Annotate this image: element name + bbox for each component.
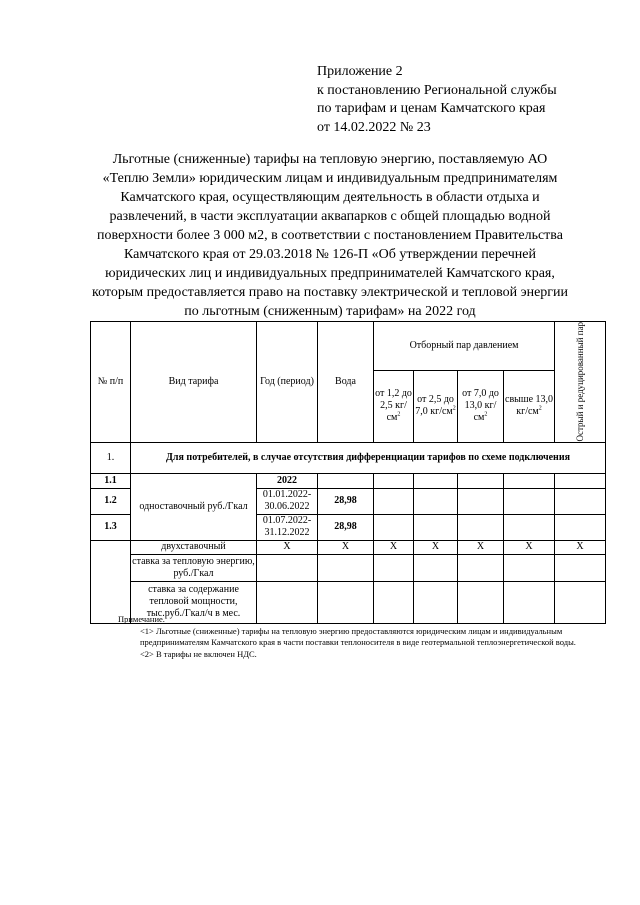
energy-rate-label: ставка за тепловую энергию, руб./Гкал (131, 554, 257, 581)
header-pressure-2 (414, 371, 458, 442)
empty-cell (555, 554, 606, 581)
superscript: 2 (397, 412, 401, 419)
notes (118, 614, 618, 660)
two-rate-label: двухставочный (131, 540, 257, 554)
empty-cell (458, 488, 504, 514)
title-line: которым предоставляется право на поставку электрической и тепловой энергии (91, 285, 569, 300)
pressure-4-label: свыше 13,0 кг/см (505, 394, 554, 418)
row-water: 28,98 (318, 514, 374, 540)
empty-cell (458, 473, 504, 488)
capacity-rate-label: ставка за содержание тепловой мощности, тыс.руб./Гкал/ч в мес. (131, 581, 257, 623)
superscript: 2 (452, 406, 456, 413)
header-steam: Отборный пар давлением (374, 322, 555, 371)
empty-cell (458, 514, 504, 540)
x-mark: X (414, 540, 458, 554)
empty-cell (374, 554, 414, 581)
x-mark: X (458, 540, 504, 554)
empty-cell (504, 488, 555, 514)
title-line: Льготные (сниженные) тарифы на тепловую энергию, поставляемую АО (112, 152, 548, 167)
empty-cell (504, 514, 555, 540)
header-pressure-1 (374, 371, 414, 442)
empty-cell (374, 514, 414, 540)
document-title (80, 150, 580, 321)
row-water (318, 473, 374, 488)
superscript: 2 (484, 412, 488, 419)
row-water: 28,98 (318, 488, 374, 514)
header-water: Вода (318, 322, 374, 443)
pressure-1-label: от 1,2 до 2,5 кг/см (375, 388, 412, 424)
section-title: Для потребителей, в случае отсутствия дифференциации тарифов по схеме подключения (131, 442, 606, 473)
title-line: поверхности более 3 000 м2, в соответствии с постановлением Правительства (97, 228, 563, 243)
appendix-line-1: Приложение 2 (317, 64, 403, 79)
title-line: по льготным (сниженным) тарифам» на 2022 год (184, 304, 476, 319)
section-num: 1. (91, 442, 131, 473)
appendix-line-3: по тарифам и ценам Камчатского края (317, 101, 546, 116)
empty-cell (555, 488, 606, 514)
empty-cell (374, 488, 414, 514)
empty-cell (374, 473, 414, 488)
title-line: юридических лиц и индивидуальных предпринимателей Камчатского края, (105, 266, 555, 281)
x-mark: X (374, 540, 414, 554)
empty-cell (504, 473, 555, 488)
title-line: Камчатского края от 29.03.2018 № 126-П «Об утверждении перечней (123, 247, 536, 262)
row-num: 1.2 (91, 488, 131, 514)
header-tariff-type: Вид тарифа (131, 322, 257, 443)
row-period: 2022 (257, 473, 318, 488)
empty-cell (414, 554, 458, 581)
tariff-table (90, 321, 606, 624)
title-line: Камчатского края, осуществляющим деятельность в области отдыха и (120, 190, 540, 205)
superscript: 2 (538, 406, 542, 413)
notes-heading: Примечание. (118, 614, 165, 624)
header-num: № п/п (91, 322, 131, 443)
title-line: развлечений, в части эксплуатации аквапарков с общей площадью водной (109, 209, 551, 224)
x-mark: X (257, 540, 318, 554)
appendix-line-2: к постановлению Региональной службы (317, 82, 557, 98)
empty-cell (504, 554, 555, 581)
title-line: «Теплю Земли» юридическим лицам и индивидуальным предпринимателям (102, 171, 558, 186)
row-num: 1.3 (91, 514, 131, 540)
note-2: <2> В тарифы не включен НДС. (140, 648, 257, 659)
header-period: Год (период) (257, 322, 318, 443)
header-sharp-steam: Острый и редуцированный пар (575, 322, 586, 442)
pressure-3-label: от 7,0 до 13,0 кг/см (462, 388, 499, 424)
row-period: 01.07.2022-31.12.2022 (257, 514, 318, 540)
x-mark: X (318, 540, 374, 554)
empty-cell (257, 554, 318, 581)
empty-cell (414, 514, 458, 540)
appendix-header (317, 63, 557, 137)
header-pressure-3 (458, 371, 504, 442)
empty-cell (555, 514, 606, 540)
row-period: 01.01.2022-30.06.2022 (257, 488, 318, 514)
empty-cell (414, 488, 458, 514)
empty-cell (555, 473, 606, 488)
pressure-2-label: от 2,5 до 7,0 кг/см (415, 394, 454, 418)
empty-cell (414, 473, 458, 488)
row-num: 1.1 (91, 473, 131, 488)
empty-num-cell (91, 540, 131, 623)
single-rate-label: одноставочный руб./Гкал (131, 473, 257, 540)
empty-cell (458, 554, 504, 581)
empty-cell (318, 554, 374, 581)
header-sharp-steam-cell (555, 322, 606, 443)
x-mark: X (504, 540, 555, 554)
header-pressure-4 (504, 371, 555, 442)
appendix-line-4: от 14.02.2022 № 23 (317, 119, 431, 135)
note-1: <1> Льготные (сниженные) тарифы на тепловую энергию предоставляются юридическим лицам и индивидуальным предпринимателям Камчатского края в части поставки теплоносителя в виде геотермальной теплоэнергетической воды. (140, 625, 576, 647)
x-mark: X (555, 540, 606, 554)
